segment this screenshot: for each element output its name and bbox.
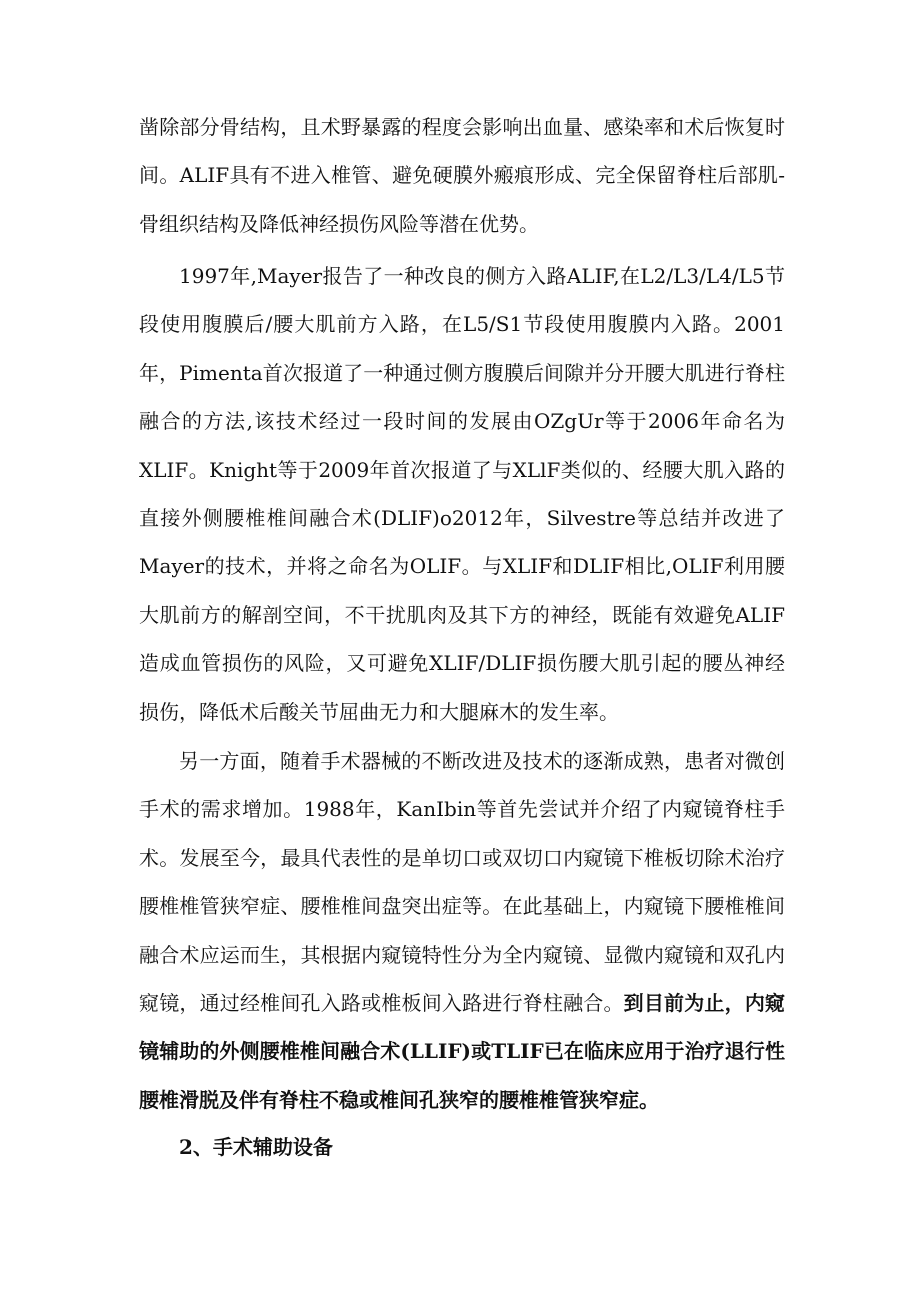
- paragraph-3-regular: 另一方面，随着手术器械的不断改进及技术的逐渐成熟，患者对微创手术的需求增加。1988年，KanIbin等首先尝试并介绍了内窥镜脊柱手术。发展至今，最具代表性的是单切口或双切口内窥镜下椎板切除术治疗腰椎椎管狭窄症、腰椎椎间盘突出症等。在此基础上，内窥镜下腰椎椎间融合术应运而生，其根据内窥镜特性分为全内窥镜、显微内窥镜和双孔内窥镜，通过经椎间孔入路或椎板间入路进行脊柱融合。: [139, 749, 785, 1016]
- paragraph-3-bold: 到目前为止，内窥镜辅助的外侧腰椎椎间融合术(LLIF)或TLIF已在临床应用于治疗退行性腰椎滑脱及伴有脊柱不稳或椎间孔狭窄的腰椎椎管狭窄症。: [139, 991, 786, 1112]
- body-text-2: [139, 252, 785, 736]
- section-heading: 2、手术辅助设备: [179, 1135, 333, 1159]
- paragraph-1: 凿除部分骨结构，且术野暴露的程度会影响出血量、感染率和术后恢复时间。ALIF具有不进入椎管、避免硬膜外瘢痕形成、完全保留脊柱后部肌-骨组织结构及降低神经损伤风险等潜在优势。: [139, 115, 785, 236]
- paragraph-3: [139, 737, 785, 1124]
- body-text-3: [139, 737, 785, 1124]
- paragraph-2: 1997年,Mayer报告了一种改良的侧方入路ALIF,在L2/L3/L4/L5节段使用腹膜后/腰大肌前方入路，在L5/S1节段使用腹膜内入路。2001年，Pimenta首次报道了一种通过侧方腹膜后间隙并分开腰大肌进行脊柱融合的方法,该技术经过一段时间的发展由OZgUr等于2006年命名为XLIF。Knight等于2009年首次报道了与XLlF类似的、经腰大肌入路的直接外侧腰椎椎间融合术(DLIF)o2012年，Silvestre等总结并改进了Mayer的技术，并将之命名为OLIF。与XLIF和DLIF相比,OLIF利用腰大肌前方的解剖空间，不干扰肌肉及其下方的神经，既能有效避免ALIF造成血管损伤的风险，又可避免XLIF/DLIF损伤腰大肌引起的腰丛神经损伤，降低术后酸关节屈曲无力和大腿麻木的发生率。: [139, 264, 785, 724]
- body-text: [139, 103, 785, 248]
- section-heading-block: [139, 1123, 785, 1171]
